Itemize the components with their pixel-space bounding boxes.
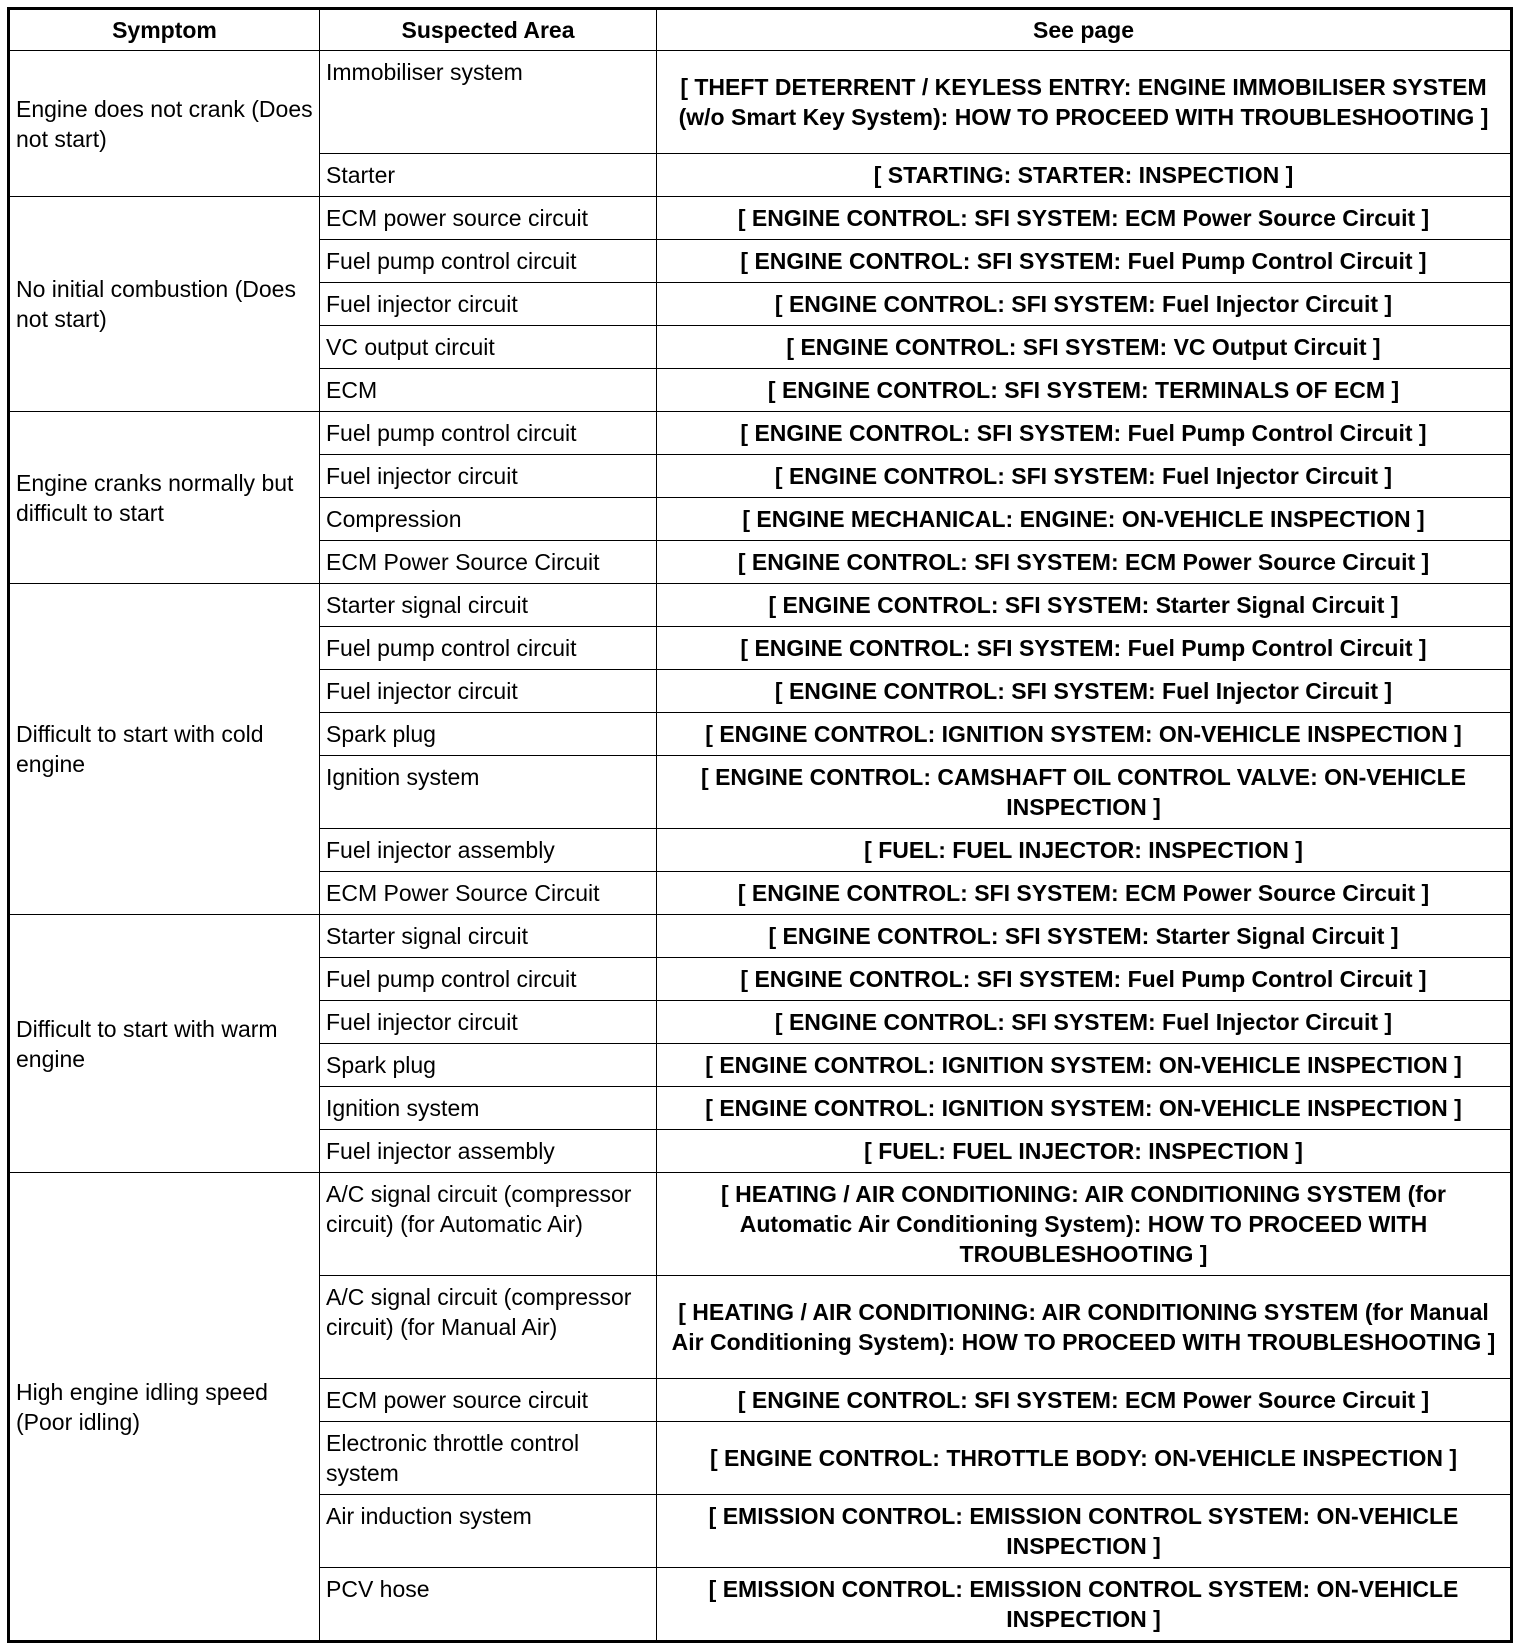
- suspected-area-cell: PCV hose: [320, 1568, 657, 1642]
- header-row: [9, 9, 1512, 51]
- suspected-area-cell: Fuel injector circuit: [320, 283, 657, 326]
- symptom-cell: Engine does not crank (Does not start): [9, 51, 320, 197]
- suspected-area-cell: Spark plug: [320, 1044, 657, 1087]
- see-page-link[interactable]: [ ENGINE CONTROL: SFI SYSTEM: Fuel Injector Circuit ]: [657, 670, 1512, 713]
- see-page-link[interactable]: [ ENGINE MECHANICAL: ENGINE: ON-VEHICLE INSPECTION ]: [657, 498, 1512, 541]
- suspected-area-cell: Fuel pump control circuit: [320, 958, 657, 1001]
- see-page-link[interactable]: [ ENGINE CONTROL: THROTTLE BODY: ON-VEHICLE INSPECTION ]: [657, 1422, 1512, 1495]
- see-page-link[interactable]: [ HEATING / AIR CONDITIONING: AIR CONDITIONING SYSTEM (for Manual Air Conditioning System): HOW TO PROCEED WITH TROUBLESHOOTING ]: [657, 1276, 1512, 1379]
- suspected-area-cell: Starter signal circuit: [320, 915, 657, 958]
- suspected-area-cell: Starter signal circuit: [320, 584, 657, 627]
- see-page-link[interactable]: [ STARTING: STARTER: INSPECTION ]: [657, 154, 1512, 197]
- see-page-link[interactable]: [ EMISSION CONTROL: EMISSION CONTROL SYSTEM: ON-VEHICLE INSPECTION ]: [657, 1568, 1512, 1642]
- table-row: [9, 915, 1512, 958]
- suspected-area-cell: Immobiliser system: [320, 51, 657, 154]
- see-page-link[interactable]: [ ENGINE CONTROL: SFI SYSTEM: Fuel Pump Control Circuit ]: [657, 240, 1512, 283]
- table-body: [9, 51, 1512, 1642]
- table-row: [9, 1173, 1512, 1276]
- suspected-area-cell: ECM Power Source Circuit: [320, 541, 657, 584]
- suspected-area-cell: ECM Power Source Circuit: [320, 872, 657, 915]
- see-page-link[interactable]: [ ENGINE CONTROL: SFI SYSTEM: Fuel Pump Control Circuit ]: [657, 958, 1512, 1001]
- see-page-link[interactable]: [ ENGINE CONTROL: SFI SYSTEM: Fuel Injector Circuit ]: [657, 455, 1512, 498]
- table-row: [9, 197, 1512, 240]
- suspected-area-cell: VC output circuit: [320, 326, 657, 369]
- symptom-cell: High engine idling speed (Poor idling): [9, 1173, 320, 1642]
- see-page-link[interactable]: [ ENGINE CONTROL: SFI SYSTEM: ECM Power Source Circuit ]: [657, 197, 1512, 240]
- see-page-link[interactable]: [ ENGINE CONTROL: IGNITION SYSTEM: ON-VEHICLE INSPECTION ]: [657, 713, 1512, 756]
- suspected-area-cell: Air induction system: [320, 1495, 657, 1568]
- table-row: [9, 51, 1512, 154]
- suspected-area-cell: Starter: [320, 154, 657, 197]
- suspected-area-cell: Fuel pump control circuit: [320, 412, 657, 455]
- header-suspected-area: Suspected Area: [320, 9, 657, 51]
- suspected-area-cell: Ignition system: [320, 1087, 657, 1130]
- see-page-link[interactable]: [ ENGINE CONTROL: SFI SYSTEM: ECM Power Source Circuit ]: [657, 541, 1512, 584]
- symptom-cell: Difficult to start with cold engine: [9, 584, 320, 915]
- suspected-area-cell: Fuel injector assembly: [320, 829, 657, 872]
- header-see-page: See page: [657, 9, 1512, 51]
- see-page-link[interactable]: [ ENGINE CONTROL: SFI SYSTEM: Fuel Pump Control Circuit ]: [657, 412, 1512, 455]
- table-row: [9, 412, 1512, 455]
- see-page-link[interactable]: [ ENGINE CONTROL: SFI SYSTEM: Fuel Injector Circuit ]: [657, 283, 1512, 326]
- symptom-cell: Difficult to start with warm engine: [9, 915, 320, 1173]
- see-page-link[interactable]: [ FUEL: FUEL INJECTOR: INSPECTION ]: [657, 1130, 1512, 1173]
- symptom-cell: No initial combustion (Does not start): [9, 197, 320, 412]
- suspected-area-cell: Compression: [320, 498, 657, 541]
- see-page-link[interactable]: [ ENGINE CONTROL: SFI SYSTEM: Starter Signal Circuit ]: [657, 915, 1512, 958]
- see-page-link[interactable]: [ ENGINE CONTROL: SFI SYSTEM: ECM Power Source Circuit ]: [657, 872, 1512, 915]
- see-page-link[interactable]: [ EMISSION CONTROL: EMISSION CONTROL SYSTEM: ON-VEHICLE INSPECTION ]: [657, 1495, 1512, 1568]
- see-page-link[interactable]: [ ENGINE CONTROL: SFI SYSTEM: VC Output Circuit ]: [657, 326, 1512, 369]
- suspected-area-cell: Ignition system: [320, 756, 657, 829]
- suspected-area-cell: A/C signal circuit (compressor circuit) (for Manual Air): [320, 1276, 657, 1379]
- suspected-area-cell: Fuel pump control circuit: [320, 627, 657, 670]
- suspected-area-cell: ECM power source circuit: [320, 1379, 657, 1422]
- see-page-link[interactable]: [ ENGINE CONTROL: SFI SYSTEM: ECM Power Source Circuit ]: [657, 1379, 1512, 1422]
- suspected-area-cell: Electronic throttle control system: [320, 1422, 657, 1495]
- suspected-area-cell: Spark plug: [320, 713, 657, 756]
- see-page-link[interactable]: [ ENGINE CONTROL: SFI SYSTEM: Fuel Injector Circuit ]: [657, 1001, 1512, 1044]
- suspected-area-cell: Fuel injector circuit: [320, 455, 657, 498]
- see-page-link[interactable]: [ ENGINE CONTROL: IGNITION SYSTEM: ON-VEHICLE INSPECTION ]: [657, 1044, 1512, 1087]
- see-page-link[interactable]: [ HEATING / AIR CONDITIONING: AIR CONDITIONING SYSTEM (for Automatic Air Conditioning System): HOW TO PROCEED WITH TROUBLESHOOTING ]: [657, 1173, 1512, 1276]
- see-page-link[interactable]: [ ENGINE CONTROL: IGNITION SYSTEM: ON-VEHICLE INSPECTION ]: [657, 1087, 1512, 1130]
- see-page-link[interactable]: [ ENGINE CONTROL: SFI SYSTEM: TERMINALS OF ECM ]: [657, 369, 1512, 412]
- suspected-area-cell: Fuel pump control circuit: [320, 240, 657, 283]
- header-symptom: Symptom: [9, 9, 320, 51]
- suspected-area-cell: Fuel injector assembly: [320, 1130, 657, 1173]
- table-row: [9, 584, 1512, 627]
- suspected-area-cell: ECM power source circuit: [320, 197, 657, 240]
- suspected-area-cell: A/C signal circuit (compressor circuit) (for Automatic Air): [320, 1173, 657, 1276]
- suspected-area-cell: ECM: [320, 369, 657, 412]
- troubleshooting-table: [7, 7, 1513, 1643]
- see-page-link[interactable]: [ THEFT DETERRENT / KEYLESS ENTRY: ENGINE IMMOBILISER SYSTEM (w/o Smart Key System): HOW TO PROCEED WITH TROUBLESHOOTING ]: [657, 51, 1512, 154]
- symptom-cell: Engine cranks normally but difficult to start: [9, 412, 320, 584]
- suspected-area-cell: Fuel injector circuit: [320, 1001, 657, 1044]
- see-page-link[interactable]: [ FUEL: FUEL INJECTOR: INSPECTION ]: [657, 829, 1512, 872]
- see-page-link[interactable]: [ ENGINE CONTROL: SFI SYSTEM: Starter Signal Circuit ]: [657, 584, 1512, 627]
- suspected-area-cell: Fuel injector circuit: [320, 670, 657, 713]
- see-page-link[interactable]: [ ENGINE CONTROL: SFI SYSTEM: Fuel Pump Control Circuit ]: [657, 627, 1512, 670]
- see-page-link[interactable]: [ ENGINE CONTROL: CAMSHAFT OIL CONTROL VALVE: ON-VEHICLE INSPECTION ]: [657, 756, 1512, 829]
